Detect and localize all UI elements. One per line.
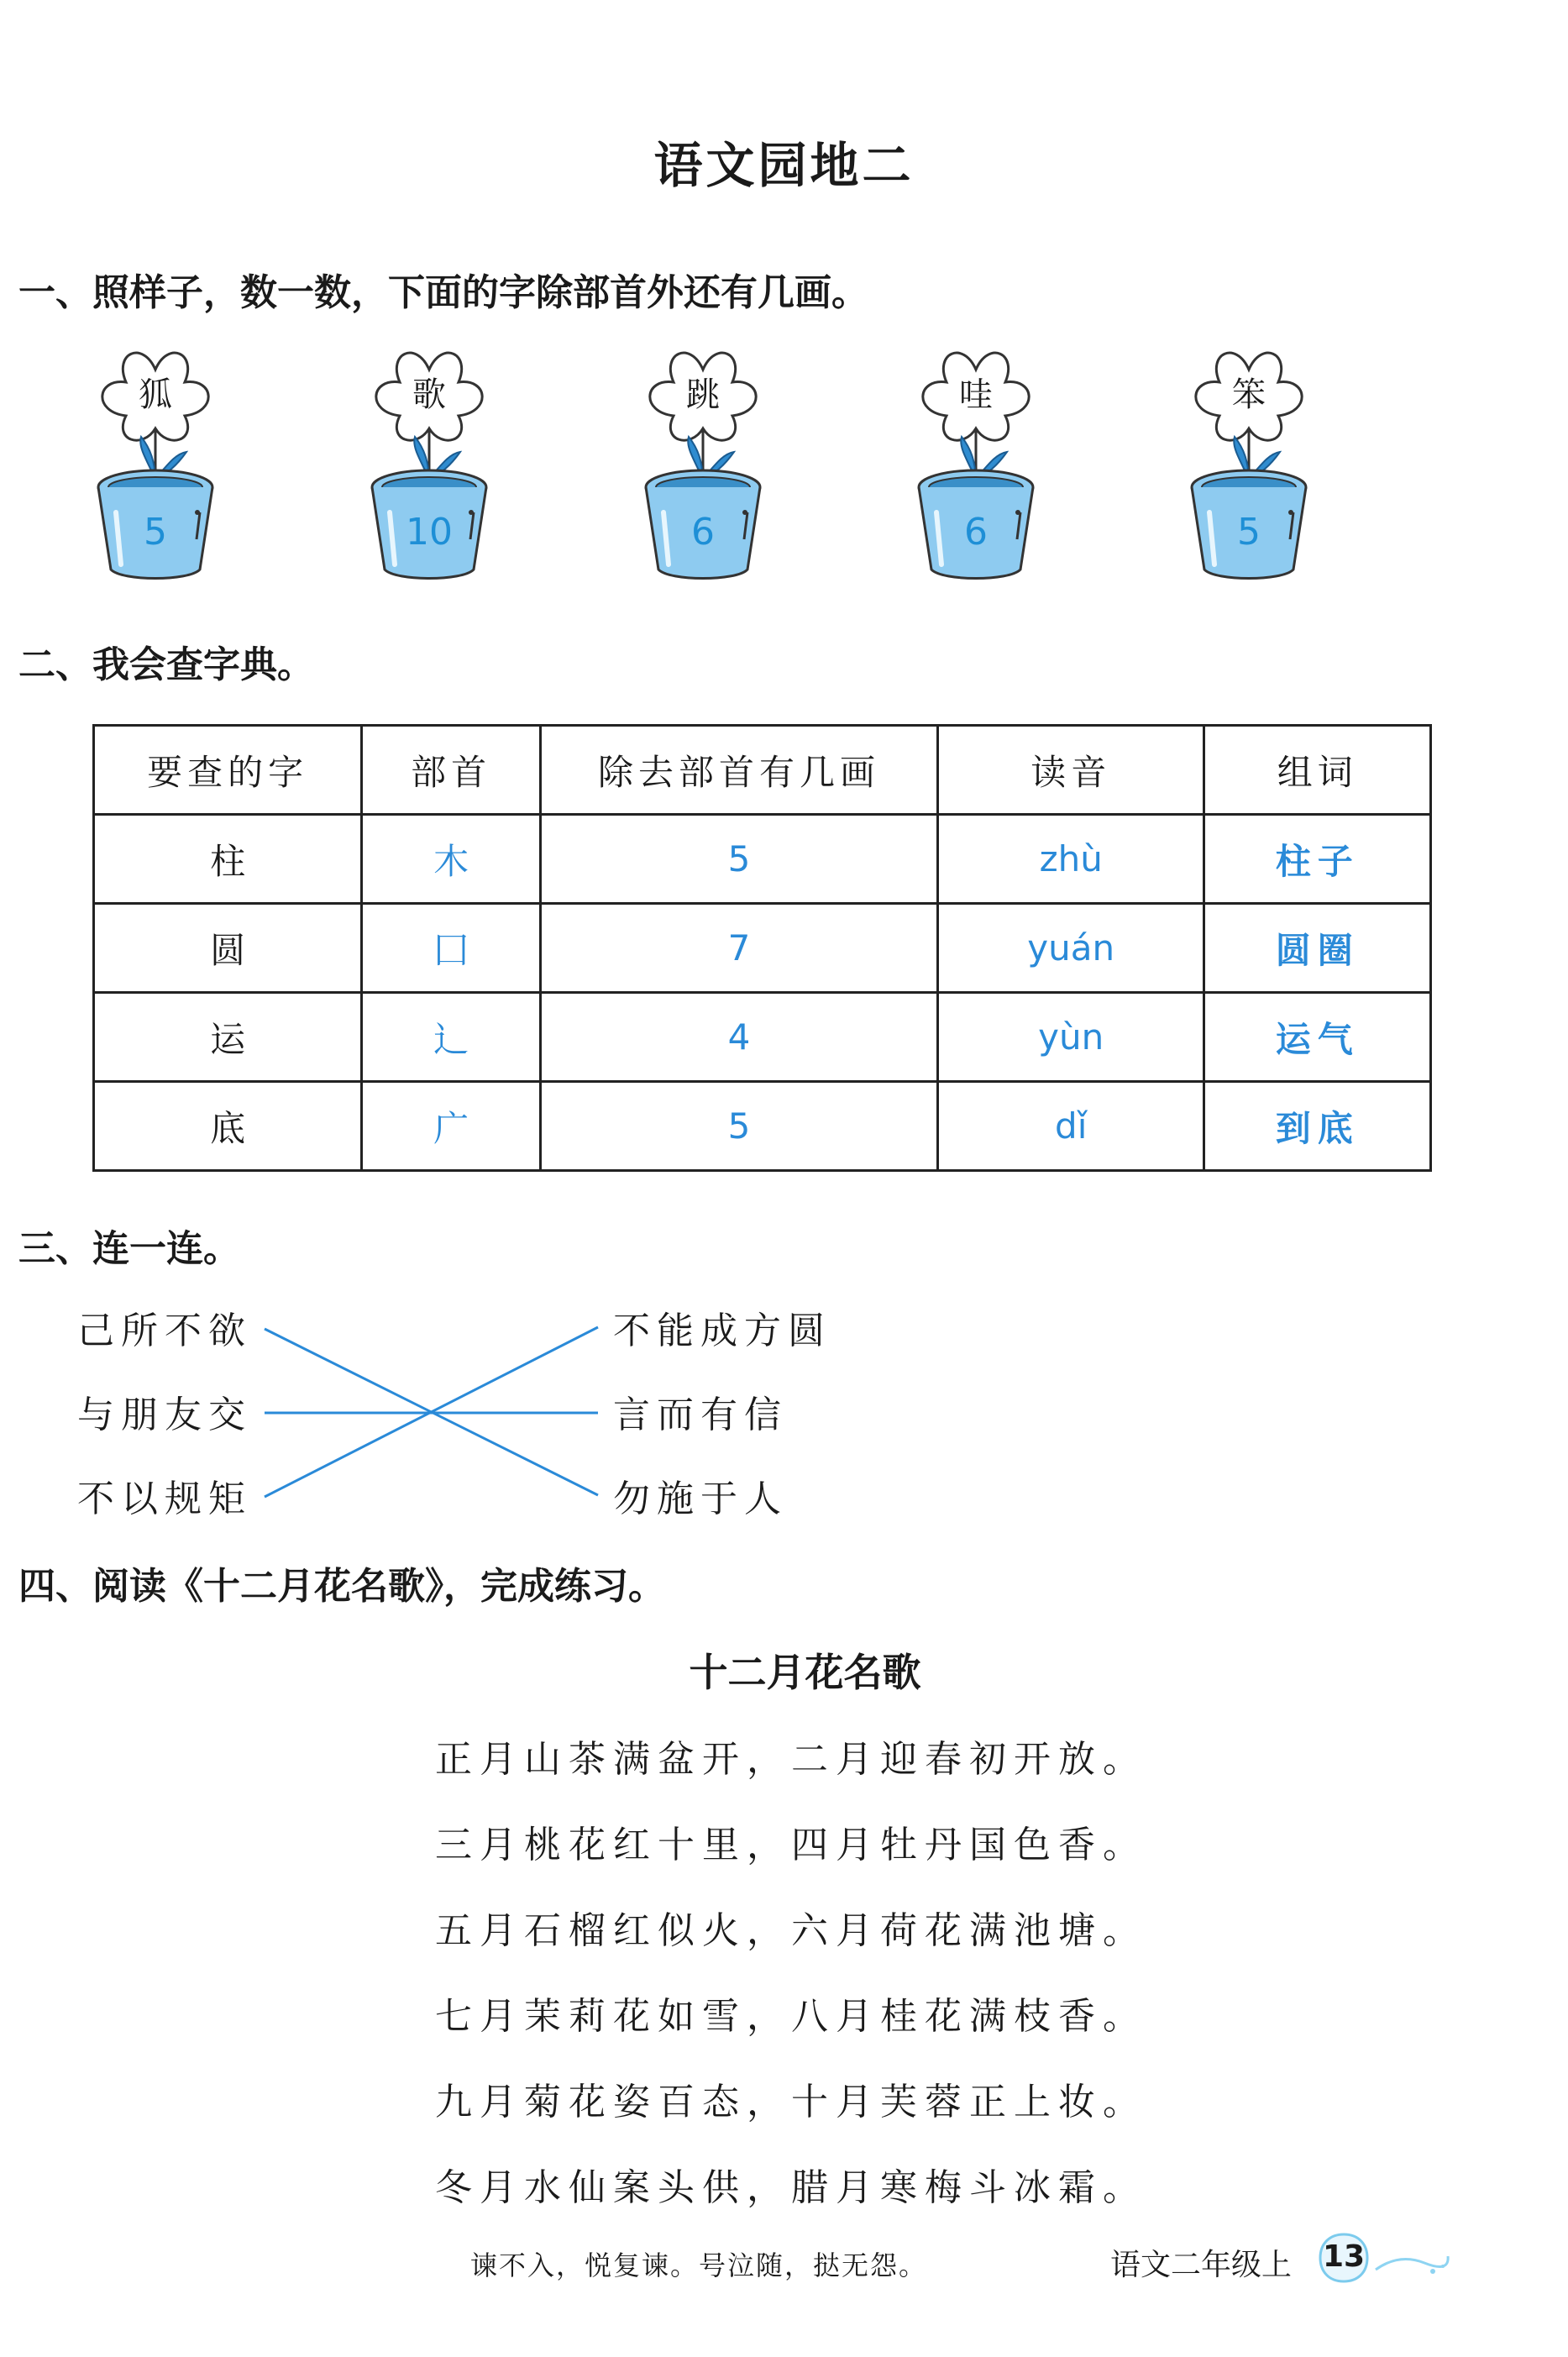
- cell-char: 运: [94, 993, 362, 1082]
- page-number: 13: [1322, 2239, 1366, 2274]
- decorative-swirl-icon: [1374, 2244, 1450, 2278]
- flower-character: 狐: [139, 375, 172, 414]
- cell-pinyin: zhù: [937, 815, 1204, 904]
- section-2-heading: 二、我会查字典。: [18, 643, 314, 686]
- stroke-count: 10: [406, 511, 453, 554]
- flower-character: 笨: [1232, 375, 1266, 414]
- cell-radical: 广: [362, 1082, 541, 1171]
- cell-radical: 辶: [362, 993, 541, 1082]
- stroke-count: 5: [1237, 511, 1261, 554]
- cell-word: 圆圈: [1204, 904, 1431, 993]
- header-strokes: 除去部首有几画: [540, 726, 937, 815]
- stroke-count: 6: [964, 511, 988, 554]
- footer-book-title: 语文二年级上: [1110, 2248, 1293, 2282]
- cell-radical: 木: [362, 815, 541, 904]
- cell-pinyin: yùn: [937, 993, 1204, 1082]
- cell-word: 柱子: [1204, 815, 1431, 904]
- cell-char: 底: [94, 1082, 362, 1171]
- cell-word: 运气: [1204, 993, 1431, 1082]
- cell-pinyin: dǐ: [937, 1082, 1204, 1171]
- match-left-2: 与朋友交: [77, 1394, 252, 1436]
- cell-char: 圆: [94, 904, 362, 993]
- poem-line: 七月茉莉花如雪，八月桂花满枝香。: [435, 1995, 1147, 2038]
- poem-line: 三月桃花红十里，四月牡丹国色香。: [435, 1824, 1147, 1866]
- stroke-count: 6: [691, 511, 715, 554]
- cell-char: 柱: [94, 815, 362, 904]
- match-right-1: 不能成方圆: [613, 1310, 831, 1352]
- poem-title: 十二月花名歌: [689, 1650, 921, 1695]
- cell-radical: 囗: [362, 904, 541, 993]
- match-right-3: 勿施于人: [613, 1478, 788, 1520]
- header-pinyin: 读音: [937, 726, 1204, 815]
- cell-strokes: 5: [540, 1082, 937, 1171]
- poem-line: 九月菊花姿百态，十月芙蓉正上妆。: [435, 2081, 1147, 2123]
- cell-strokes: 5: [540, 815, 937, 904]
- page-title: 语文园地二: [653, 137, 915, 194]
- section-3-heading: 三、连一连。: [18, 1227, 240, 1270]
- flower-character: 跳: [686, 375, 720, 414]
- cell-pinyin: yuán: [937, 904, 1204, 993]
- header-radical: 部首: [362, 726, 541, 815]
- cell-word: 到底: [1204, 1082, 1431, 1171]
- match-left-3: 不以规矩: [77, 1478, 252, 1520]
- poem-line: 五月石榴红似火，六月荷花满池塘。: [435, 1909, 1147, 1952]
- cell-strokes: 4: [540, 993, 937, 1082]
- flower-character: 歌: [412, 375, 446, 414]
- poem-line: 冬月水仙案头供，腊月寒梅斗冰霜。: [435, 2166, 1147, 2209]
- poem-line: 正月山茶满盆开，二月迎春初开放。: [435, 1738, 1147, 1781]
- match-left-1: 己所不欲: [77, 1310, 252, 1352]
- footer-motto: 谏不入，悦复谏。号泣随，挞无怨。: [470, 2249, 928, 2281]
- header-word: 组词: [1204, 726, 1431, 815]
- match-right-2: 言而有信: [613, 1394, 788, 1436]
- header-char: 要查的字: [94, 726, 362, 815]
- section-1-heading: 一、照样子，数一数，下面的字除部首外还有几画。: [18, 271, 868, 314]
- stroke-count: 5: [144, 511, 167, 554]
- cell-strokes: 7: [540, 904, 937, 993]
- flower-character: 哇: [959, 375, 993, 414]
- section-4-heading: 四、阅读《十二月花名歌》，完成练习。: [18, 1565, 665, 1608]
